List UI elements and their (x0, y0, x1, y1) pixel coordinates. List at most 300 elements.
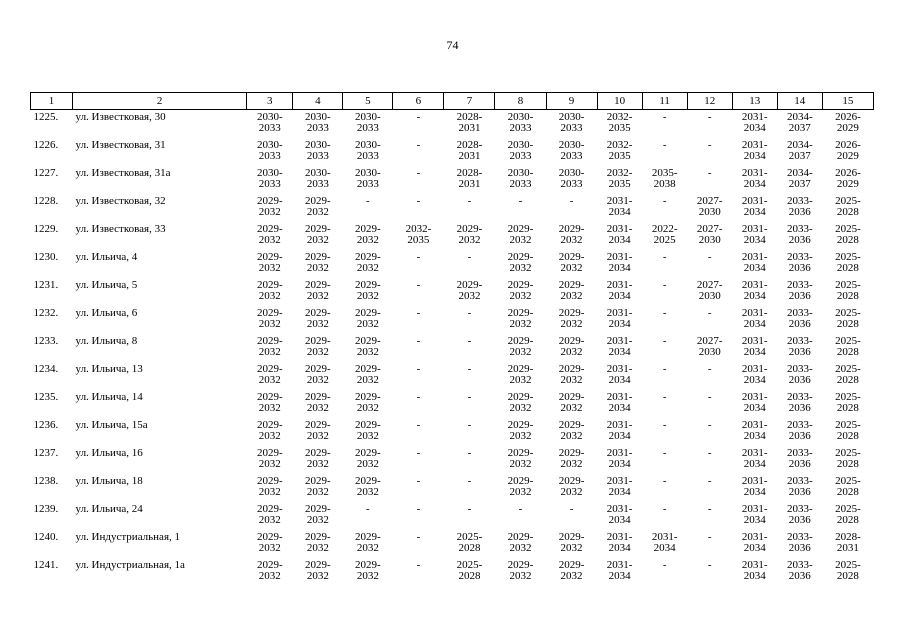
period-cell (732, 362, 777, 390)
address-cell: ул. Известковая, 31а (75, 167, 171, 179)
period-value: 2029- 2032 (507, 559, 534, 582)
period-value: 2029- 2032 (304, 335, 331, 358)
period-cell (444, 558, 495, 586)
period-cell (247, 222, 293, 250)
address-cell: ул. Известковая, 30 (75, 111, 166, 123)
table-row (31, 530, 874, 558)
period-value: 2029- 2032 (304, 279, 331, 302)
period-cell (597, 530, 642, 558)
period-cell (597, 362, 642, 390)
period-cell (247, 250, 293, 278)
period-value: 2025- 2028 (835, 391, 861, 414)
period-value: 2029- 2032 (355, 391, 381, 414)
period-cell (777, 446, 822, 474)
period-value: - (366, 503, 370, 515)
period-cell (546, 110, 597, 139)
table-row (31, 278, 874, 306)
period-value: 2029- 2032 (558, 419, 585, 442)
period-value: 2031- 2034 (741, 559, 768, 582)
address-cell: ул. Ильича, 18 (75, 475, 143, 487)
period-cell (444, 138, 495, 166)
period-value: 2029- 2032 (304, 363, 331, 386)
period-value: - (416, 279, 421, 291)
row-number: 1236. (33, 419, 59, 431)
row-number: 1226. (33, 139, 59, 151)
period-cell (777, 278, 822, 306)
period-value: 2030- 2033 (304, 139, 331, 162)
period-value: 2030- 2033 (558, 111, 585, 134)
period-cell (247, 306, 293, 334)
period-cell (495, 390, 546, 418)
period-value: 2026- 2029 (835, 167, 861, 190)
period-cell (546, 474, 597, 502)
period-cell (546, 222, 597, 250)
period-cell (597, 278, 642, 306)
period-cell (343, 418, 393, 446)
row-number: 1237. (33, 447, 59, 459)
period-value: 2029- 2032 (507, 391, 534, 414)
period-value: - (662, 419, 667, 431)
period-value: 2029- 2032 (256, 195, 283, 218)
period-value: 2031- 2034 (606, 251, 633, 274)
period-value: - (518, 503, 523, 515)
table-row (31, 446, 874, 474)
period-value: - (569, 195, 574, 207)
period-cell (642, 250, 687, 278)
period-value: - (416, 391, 421, 403)
period-cell (444, 390, 495, 418)
period-cell (687, 250, 732, 278)
row-number: 1235. (33, 391, 59, 403)
period-cell (597, 138, 642, 166)
period-cell (687, 194, 732, 222)
period-value: 2029- 2032 (304, 559, 331, 582)
period-value: 2029- 2032 (256, 363, 283, 386)
period-cell (293, 474, 343, 502)
address-cell: ул. Известковая, 31 (75, 139, 166, 151)
table-body (31, 110, 874, 587)
period-cell (687, 530, 732, 558)
schedule-table (30, 92, 874, 586)
header-cell: 4 (293, 93, 343, 110)
period-cell (687, 418, 732, 446)
period-value: - (707, 419, 712, 431)
period-cell (293, 502, 343, 530)
period-cell (546, 334, 597, 362)
period-value: 2033- 2036 (786, 475, 813, 498)
header-cell: 1 (31, 93, 73, 110)
period-cell (546, 390, 597, 418)
period-cell (343, 334, 393, 362)
period-value: - (416, 111, 421, 123)
period-value: - (707, 503, 712, 515)
period-value: 2033- 2036 (786, 531, 813, 554)
period-value: 2025- 2028 (835, 279, 861, 302)
period-cell (687, 446, 732, 474)
period-value: - (467, 335, 472, 347)
period-value: 2031- 2034 (741, 195, 768, 218)
period-cell (293, 446, 343, 474)
period-cell (642, 530, 687, 558)
period-value: - (662, 335, 667, 347)
period-value: 2029- 2032 (456, 279, 483, 302)
period-value: - (707, 363, 712, 375)
period-cell (642, 390, 687, 418)
row-number: 1231. (33, 279, 59, 291)
period-cell (732, 194, 777, 222)
period-cell (642, 110, 687, 139)
period-value: 2028- 2031 (456, 139, 483, 162)
period-cell (822, 278, 873, 306)
period-value: 2031- 2034 (741, 223, 768, 246)
header-cell: 15 (822, 93, 873, 110)
period-value: - (662, 363, 667, 375)
row-number: 1234. (33, 363, 59, 375)
period-value: 2030- 2033 (507, 111, 534, 134)
period-value: 2030- 2033 (558, 139, 585, 162)
row-number: 1240. (33, 531, 59, 543)
period-cell (687, 390, 732, 418)
period-value: - (416, 167, 421, 179)
period-value: 2033- 2036 (786, 447, 813, 470)
period-value: - (662, 307, 667, 319)
period-cell (247, 446, 293, 474)
period-value: - (707, 251, 712, 263)
period-value: 2022- 2025 (651, 223, 678, 246)
address-cell: ул. Ильича, 15а (75, 419, 148, 431)
period-value: 2030- 2033 (558, 167, 585, 190)
period-value: - (467, 391, 472, 403)
period-cell (293, 278, 343, 306)
period-value: 2031- 2034 (741, 139, 768, 162)
period-cell (822, 390, 873, 418)
period-value: - (416, 251, 421, 263)
period-cell (444, 474, 495, 502)
period-value: 2029- 2032 (256, 391, 283, 414)
period-value: - (662, 503, 667, 515)
period-cell (642, 334, 687, 362)
period-value: - (416, 447, 421, 459)
period-value: 2029- 2032 (304, 475, 331, 498)
period-cell (642, 362, 687, 390)
period-cell (777, 418, 822, 446)
period-value: 2033- 2036 (786, 335, 813, 358)
period-cell (444, 166, 495, 194)
period-value: 2029- 2032 (355, 475, 381, 498)
period-cell (687, 502, 732, 530)
period-value: 2029- 2032 (304, 307, 331, 330)
period-value: 2029- 2032 (355, 251, 381, 274)
period-value: - (707, 111, 712, 123)
address-cell: ул. Ильича, 4 (75, 251, 138, 263)
period-value: 2029- 2032 (558, 447, 585, 470)
period-cell (687, 334, 732, 362)
period-value: 2029- 2032 (507, 307, 534, 330)
period-cell (293, 222, 343, 250)
period-cell (546, 306, 597, 334)
period-cell (546, 166, 597, 194)
period-cell (642, 166, 687, 194)
period-value: - (416, 531, 421, 543)
table-row (31, 558, 874, 586)
period-value: 2031- 2034 (606, 335, 633, 358)
period-value: 2035- 2038 (651, 167, 678, 190)
period-cell (687, 110, 732, 139)
period-value: 2031- 2034 (741, 531, 768, 554)
period-value: 2029- 2032 (355, 335, 381, 358)
period-value: 2030- 2033 (256, 111, 283, 134)
period-cell (293, 306, 343, 334)
period-value: 2030- 2033 (507, 167, 534, 190)
header-cell: 2 (73, 93, 247, 110)
period-value: 2029- 2032 (355, 223, 381, 246)
period-value: - (416, 139, 421, 151)
period-cell (393, 278, 444, 306)
period-cell (393, 418, 444, 446)
period-cell (687, 306, 732, 334)
period-value: - (662, 139, 667, 151)
period-cell (495, 334, 546, 362)
period-cell (822, 530, 873, 558)
period-cell (732, 418, 777, 446)
address-cell: ул. Известковая, 33 (75, 223, 166, 235)
period-cell (822, 474, 873, 502)
period-value: 2031- 2034 (741, 475, 768, 498)
period-cell (597, 194, 642, 222)
period-cell (642, 138, 687, 166)
period-value: 2029- 2032 (304, 531, 331, 554)
period-value: - (416, 195, 421, 207)
period-cell (732, 502, 777, 530)
period-value: 2029- 2032 (256, 279, 283, 302)
period-value: 2025- 2028 (835, 251, 861, 274)
period-cell (393, 474, 444, 502)
period-value: 2029- 2032 (256, 251, 283, 274)
period-cell (444, 334, 495, 362)
table-row (31, 110, 874, 139)
period-cell (444, 278, 495, 306)
period-cell (343, 278, 393, 306)
period-value: 2031- 2034 (741, 307, 768, 330)
period-cell (597, 446, 642, 474)
period-cell (247, 362, 293, 390)
period-value: 2025- 2028 (835, 503, 861, 526)
header-row (31, 93, 874, 110)
table-row (31, 222, 874, 250)
period-value: 2033- 2036 (786, 363, 813, 386)
period-value: 2029- 2032 (304, 447, 331, 470)
period-value: 2030- 2033 (355, 111, 381, 134)
period-value: 2030- 2033 (304, 111, 331, 134)
period-cell (732, 334, 777, 362)
row-number: 1230. (33, 251, 59, 263)
period-cell (343, 362, 393, 390)
period-cell (247, 138, 293, 166)
period-value: 2031- 2034 (651, 531, 678, 554)
period-value: 2026- 2029 (835, 111, 861, 134)
period-cell (687, 166, 732, 194)
period-value: - (416, 475, 421, 487)
period-value: 2029- 2032 (256, 531, 283, 554)
period-value: - (467, 195, 472, 207)
period-value: - (662, 195, 667, 207)
period-value: 2025- 2028 (835, 335, 861, 358)
period-value: - (416, 559, 421, 571)
period-cell (343, 138, 393, 166)
period-cell (444, 530, 495, 558)
period-cell (597, 502, 642, 530)
period-cell (732, 222, 777, 250)
header-cell: 13 (732, 93, 777, 110)
period-cell (444, 306, 495, 334)
period-value: - (662, 391, 667, 403)
period-value: 2029- 2032 (256, 307, 283, 330)
period-cell (642, 418, 687, 446)
period-value: 2031- 2034 (741, 111, 768, 134)
period-value: 2029- 2032 (507, 363, 534, 386)
page-number: 74 (446, 38, 459, 52)
period-cell (393, 558, 444, 586)
period-value: 2034- 2037 (786, 167, 813, 190)
period-cell (546, 194, 597, 222)
header-cell: 7 (444, 93, 495, 110)
period-value: 2029- 2032 (304, 251, 331, 274)
header-cell: 8 (495, 93, 546, 110)
period-cell (247, 278, 293, 306)
period-value: - (467, 447, 472, 459)
period-cell (597, 222, 642, 250)
period-value: 2029- 2032 (558, 363, 585, 386)
period-value: 2031- 2034 (741, 279, 768, 302)
table-row (31, 138, 874, 166)
period-cell (247, 390, 293, 418)
period-cell (247, 418, 293, 446)
period-cell (343, 110, 393, 139)
period-value: - (416, 363, 421, 375)
period-cell (822, 110, 873, 139)
period-value: 2031- 2034 (741, 251, 768, 274)
period-value: 2027- 2030 (696, 335, 723, 358)
period-value: 2029- 2032 (507, 531, 534, 554)
period-cell (546, 138, 597, 166)
period-cell (597, 306, 642, 334)
period-cell (343, 474, 393, 502)
period-value: 2033- 2036 (786, 559, 813, 582)
period-cell (777, 194, 822, 222)
address-cell: ул. Ильича, 16 (75, 447, 143, 459)
period-cell (495, 502, 546, 530)
header-cell: 6 (393, 93, 444, 110)
period-value: 2029- 2032 (256, 335, 283, 358)
period-cell (247, 474, 293, 502)
period-value: 2029- 2032 (507, 335, 534, 358)
period-cell (343, 306, 393, 334)
period-cell (777, 362, 822, 390)
period-value: 2025- 2028 (835, 307, 861, 330)
table-row (31, 250, 874, 278)
period-value: - (707, 167, 712, 179)
period-cell (495, 166, 546, 194)
period-value: 2033- 2036 (786, 279, 813, 302)
period-value: 2031- 2034 (606, 195, 633, 218)
period-cell (293, 110, 343, 139)
period-cell (444, 194, 495, 222)
period-cell (293, 558, 343, 586)
period-value: 2033- 2036 (786, 251, 813, 274)
period-value: 2029- 2032 (304, 195, 331, 218)
period-cell (293, 530, 343, 558)
period-cell (495, 138, 546, 166)
period-cell (597, 250, 642, 278)
period-cell (343, 446, 393, 474)
period-cell (393, 222, 444, 250)
period-cell (247, 502, 293, 530)
period-cell (546, 558, 597, 586)
period-cell (293, 166, 343, 194)
period-cell (732, 474, 777, 502)
period-cell (732, 110, 777, 139)
period-cell (642, 278, 687, 306)
period-value: 2033- 2036 (786, 391, 813, 414)
period-value: 2025- 2028 (456, 531, 483, 554)
period-value: 2025- 2028 (835, 419, 861, 442)
period-cell (777, 250, 822, 278)
period-value: 2032- 2035 (606, 111, 633, 134)
period-value: 2029- 2032 (355, 363, 381, 386)
period-cell (444, 110, 495, 139)
row-number: 1228. (33, 195, 59, 207)
period-value: 2031- 2034 (606, 223, 633, 246)
table-row (31, 306, 874, 334)
period-value: 2025- 2028 (835, 223, 861, 246)
period-value: 2031- 2034 (741, 391, 768, 414)
header-cell: 12 (687, 93, 732, 110)
period-cell (777, 334, 822, 362)
period-value: - (467, 363, 472, 375)
period-cell (444, 222, 495, 250)
period-value: 2025- 2028 (835, 559, 861, 582)
period-cell (687, 138, 732, 166)
period-cell (495, 110, 546, 139)
header-cell: 5 (343, 93, 393, 110)
row-number: 1227. (33, 167, 59, 179)
period-value: 2029- 2032 (355, 307, 381, 330)
period-value: 2034- 2037 (786, 111, 813, 134)
period-cell (393, 166, 444, 194)
period-cell (546, 530, 597, 558)
period-cell (343, 250, 393, 278)
period-value: - (467, 307, 472, 319)
period-value: 2032- 2035 (405, 223, 432, 246)
period-cell (777, 390, 822, 418)
period-value: 2031- 2034 (606, 363, 633, 386)
header-cell: 11 (642, 93, 687, 110)
period-value: 2025- 2028 (835, 195, 861, 218)
period-value: 2031- 2034 (741, 335, 768, 358)
period-cell (822, 306, 873, 334)
period-value: 2031- 2034 (606, 307, 633, 330)
period-cell (597, 334, 642, 362)
period-cell (247, 558, 293, 586)
period-cell (777, 306, 822, 334)
period-cell (732, 530, 777, 558)
period-value: 2031- 2034 (606, 447, 633, 470)
period-value: - (416, 335, 421, 347)
header-cell: 10 (597, 93, 642, 110)
period-cell (393, 306, 444, 334)
period-cell (642, 194, 687, 222)
period-cell (822, 418, 873, 446)
